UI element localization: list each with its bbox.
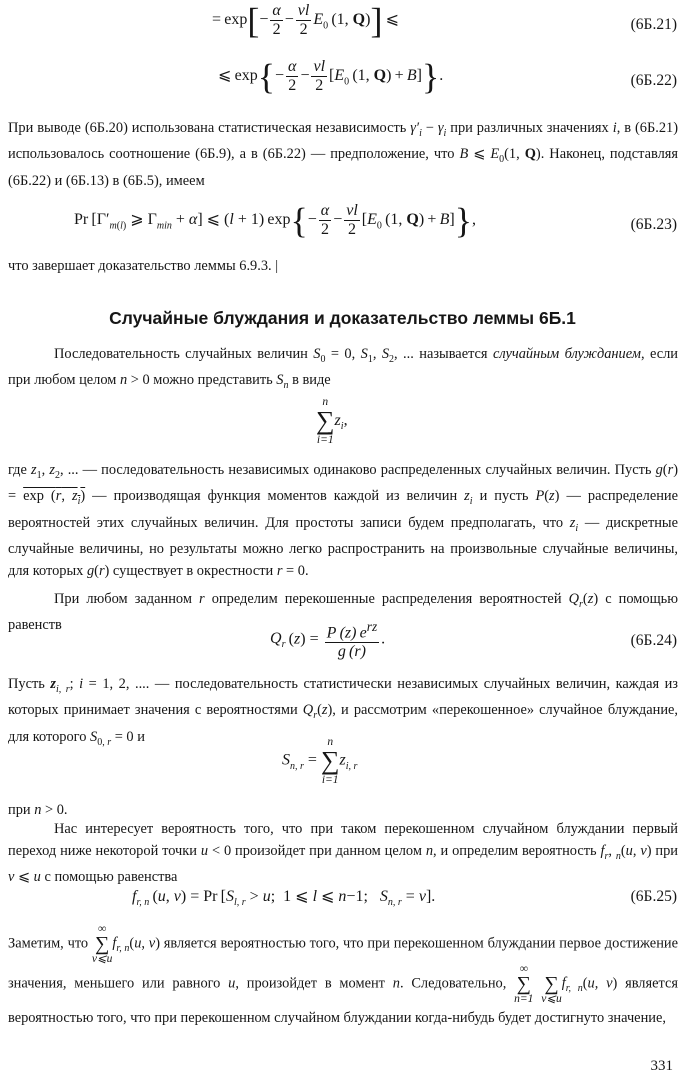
equation-number: (6Б.21)	[630, 16, 677, 33]
paragraph-tilted-walk: Пусть $z_{i, r}$; i = 1, 2, .... — последовательность статистически независимых случайных величин, каждая из которых принимает значения с вероятностями $Q_r(z)$, и рассмотрим «перекошенное» случайное блуждание, для которого $S_{0, r} = 0$ и	[8, 676, 679, 748]
paragraph-moment-function: где $z_1$, $z_2$, ... — последовательность независимых одинаково распределенных случайных величин. Пусть g(r) = exp (r, $z_i$) — производящая функция моментов каждой из величин $z_i$ и пусть P(z) — распределение вероятностей этих случайных величин. Для простоты записи будем предполагать, что $z_i$ — дискретные случайные величины, но результаты можно легко распространить на произвольные случайные величины, для которых g(r) существует в окрестности r = 0.	[8, 462, 679, 579]
section-heading: Случайные блуждания и доказательство леммы 6Б.1	[109, 308, 576, 328]
equation-sum-zi: n ∑ i=1 $z_i$,	[316, 396, 348, 446]
equation-6b23: Pr [$\Gamma'_{m(l)}$ ⩾ $\Gamma_{min} + \alpha$] ⩽ (l + 1) exp{− $\frac{\alpha}{2}$ − $\frac{\nu l}{2}$ [$E_0$ (1, Q) + B]}, (6Б.23)	[74, 200, 677, 241]
equation-6b25: $f_{r, n}$ (u, v) = Pr [$S_{l, r} > u$; 1 ⩽ l ⩽ n−1; $S_{n, r} = v$]. (6Б.25)	[132, 888, 677, 909]
paragraph-tilted-distribution: При любом заданном r определим перекошенные распределения вероятностей $Q_r(z)$ с помощью равенств	[8, 591, 678, 634]
equation-number: (6Б.22)	[630, 72, 677, 89]
paragraph-random-walk-def: Последовательность случайных величин $S_0 = 0$, $S_1$, $S_2$, ... называется случайным блужданием, если при любом целом n > 0 можно представить $S_n$ в виде	[8, 346, 678, 392]
equation-number: (6Б.25)	[630, 888, 677, 905]
equation-number: (6Б.24)	[630, 632, 677, 649]
paragraph-n-positive: при n > 0.	[8, 802, 68, 818]
equation-6b21: = exp[− $\frac{\alpha}{2}$ − $\frac{\nu l}{2}$ $E_0$ (1, Q)] ⩽ (6Б.21)	[212, 0, 677, 41]
paragraph-conclusion: Заметим, что ∞ ∑ v⩽u $f_{r, n}(u$, v) является вероятностью того, что при перекошенном блуждании первое достижение значения, меньшего или равного u, произойдет в момент n. Следовательно, ∞ ∑ n=1 ∑ v⩽u $f_{r, n}(u$, v) является вероятностью того, что при перекошенном случайном блуждании когда-нибудь будет достигнуто значение,	[8, 923, 678, 1026]
equation-6b22: ⩽ exp{− $\frac{\alpha}{2}$ − $\frac{\nu l}{2}$ [$E_0$ (1, Q) + B]}. (6Б.22)	[218, 56, 677, 97]
paragraph-derivation: При выводе (6Б.20) использована статистическая независимость $\gamma'_i - \gamma_i$ при различных значениях i, в (6Б.21) использовалось соотношение (6Б.9), а в (6Б.22) — предположение, что B ⩽ $E_0(1$, Q). Наконец, подставляя (6Б.22) и (6Б.13) в (6Б.5), имеем	[8, 120, 678, 189]
equation-sum-snr: $S_{n, r}$ = n ∑ i=1 $z_{i, r}$	[282, 736, 358, 786]
equation-number: (6Б.23)	[630, 216, 677, 233]
page-number: 331	[650, 1058, 673, 1074]
paragraph-proof-end: что завершает доказательство леммы 6.9.3. |	[8, 258, 279, 274]
paragraph-first-passage: Нас интересует вероятность того, что при таком перекошенном случайном блуждании первый переход ниже некоторой точки u < 0 произойдет при данном целом n, и определим вероятность $f_r$, $_n$(u, v) при v ⩽ u с помощью равенства	[8, 821, 678, 885]
equation-6b24: $Q_r$ (z) = $\frac{P (z) e^{rz}}{g (r)}$ . (6Б.24)	[270, 619, 677, 661]
